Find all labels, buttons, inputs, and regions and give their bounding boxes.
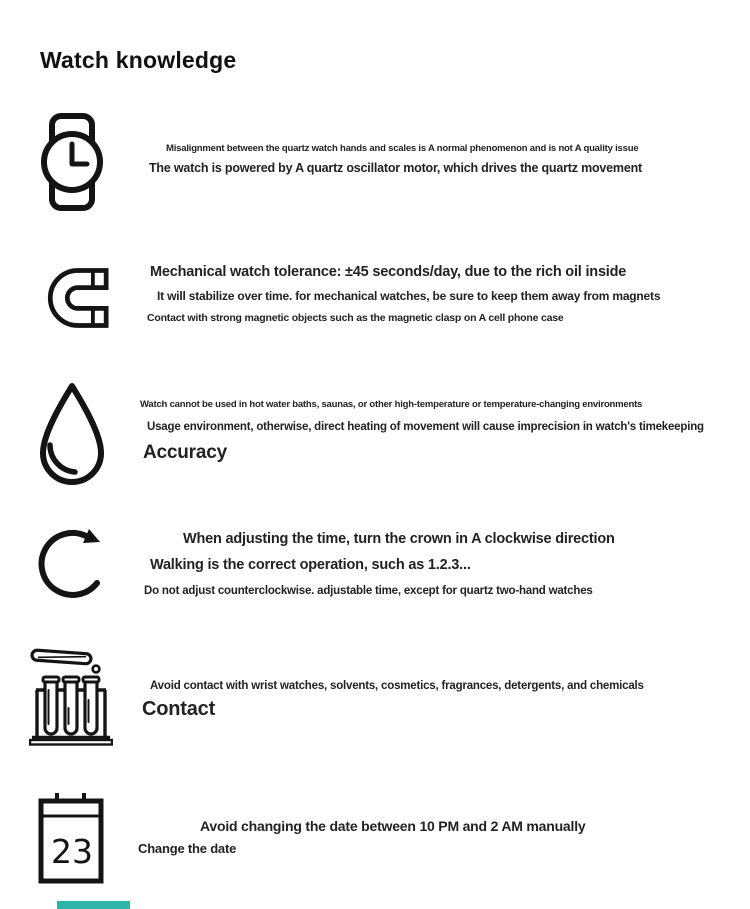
wristwatch-icon <box>40 112 104 212</box>
date-note-sub: Change the date <box>138 841 237 856</box>
contact-note-main: Avoid contact with wrist watches, solvents, cosmetics, fragrances, detergents, and chemicals <box>150 680 644 692</box>
clockwise-rotation-icon <box>37 518 113 604</box>
quartz-note-main: The watch is powered by A quartz oscillator motor, which drives the quartz movement <box>149 161 642 175</box>
calendar-icon <box>37 791 105 885</box>
adjust-note-main: When adjusting the time, turn the crown in A clockwise direction <box>183 531 615 547</box>
water-drop-icon <box>37 381 107 487</box>
date-note-main: Avoid changing the date between 10 PM and 2 AM manually <box>200 818 586 834</box>
accuracy-note-mid: Usage environment, otherwise, direct heating of movement will cause imprecision in watch's timekeeping <box>147 421 704 433</box>
adjust-note-mid: Walking is the correct operation, such as 1.2.3... <box>150 557 471 573</box>
accuracy-heading: Accuracy <box>143 442 227 463</box>
calendar-day-number: 23 <box>51 832 93 871</box>
magnet-icon <box>37 262 109 334</box>
contact-heading: Contact <box>142 698 216 720</box>
magnet-note-small: Contact with strong magnetic objects such as the magnetic clasp on A cell phone case <box>147 312 564 324</box>
adjust-note-small: Do not adjust counterclockwise. adjustable time, except for quartz two-hand watches <box>144 585 593 597</box>
magnet-note-main: Mechanical watch tolerance: ±45 seconds/day, due to the rich oil inside <box>150 264 627 280</box>
quartz-note-small: Misalignment between the quartz watch hands and scales is A normal phenomenon and is not A quality issue <box>166 143 639 154</box>
test-tubes-icon <box>29 644 113 746</box>
accuracy-note-small: Watch cannot be used in hot water baths, saunas, or other high-temperature or temperature-changing environments <box>140 399 643 410</box>
magnet-note-mid: It will stabilize over time. for mechanical watches, be sure to keep them away from magnets <box>157 289 661 303</box>
teal-accent-strip <box>57 901 130 909</box>
page-title: Watch knowledge <box>40 47 237 74</box>
